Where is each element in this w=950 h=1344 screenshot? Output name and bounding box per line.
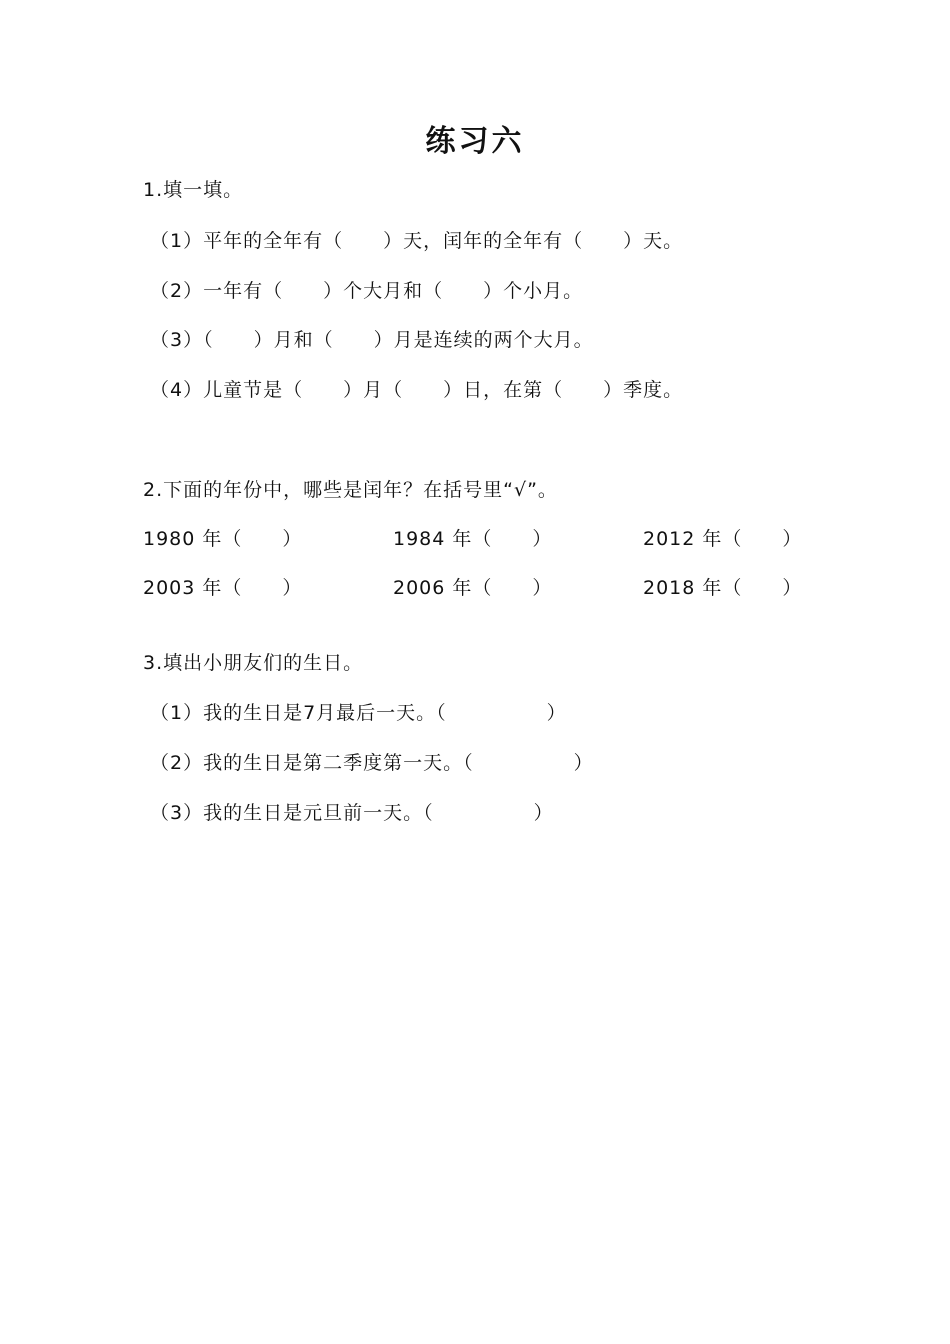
q1-heading: 1.填一填。 bbox=[143, 179, 244, 201]
q1-item-3: （3）（ ）月和（ ）月是连续的两个大月。 bbox=[150, 329, 594, 351]
q2-year-2006: 2006 年（ ） bbox=[393, 577, 553, 599]
q2-heading: 2.下面的年份中，哪些是闰年？在括号里“√”。 bbox=[143, 479, 558, 501]
q2-year-2003: 2003 年（ ） bbox=[143, 577, 303, 599]
q3-item-2: （2）我的生日是第二季度第一天。（ ） bbox=[150, 752, 594, 774]
q3-item-1: （1）我的生日是7月最后一天。（ ） bbox=[150, 702, 567, 724]
q2-year-1984: 1984 年（ ） bbox=[393, 528, 553, 550]
q3-heading: 3.填出小朋友们的生日。 bbox=[143, 652, 364, 674]
q2-year-1980: 1980 年（ ） bbox=[143, 528, 303, 550]
q2-year-2018: 2018 年（ ） bbox=[643, 577, 803, 599]
q1-item-2: （2）一年有（ ）个大月和（ ）个小月。 bbox=[150, 280, 584, 302]
q2-year-2012: 2012 年（ ） bbox=[643, 528, 803, 550]
page-title: 练习六 bbox=[425, 124, 525, 159]
q3-item-3: （3）我的生日是元旦前一天。（ ） bbox=[150, 802, 554, 824]
q1-item-4: （4）儿童节是（ ）月（ ）日，在第（ ）季度。 bbox=[150, 379, 684, 401]
q1-item-1: （1）平年的全年有（ ）天，闰年的全年有（ ）天。 bbox=[150, 230, 684, 252]
